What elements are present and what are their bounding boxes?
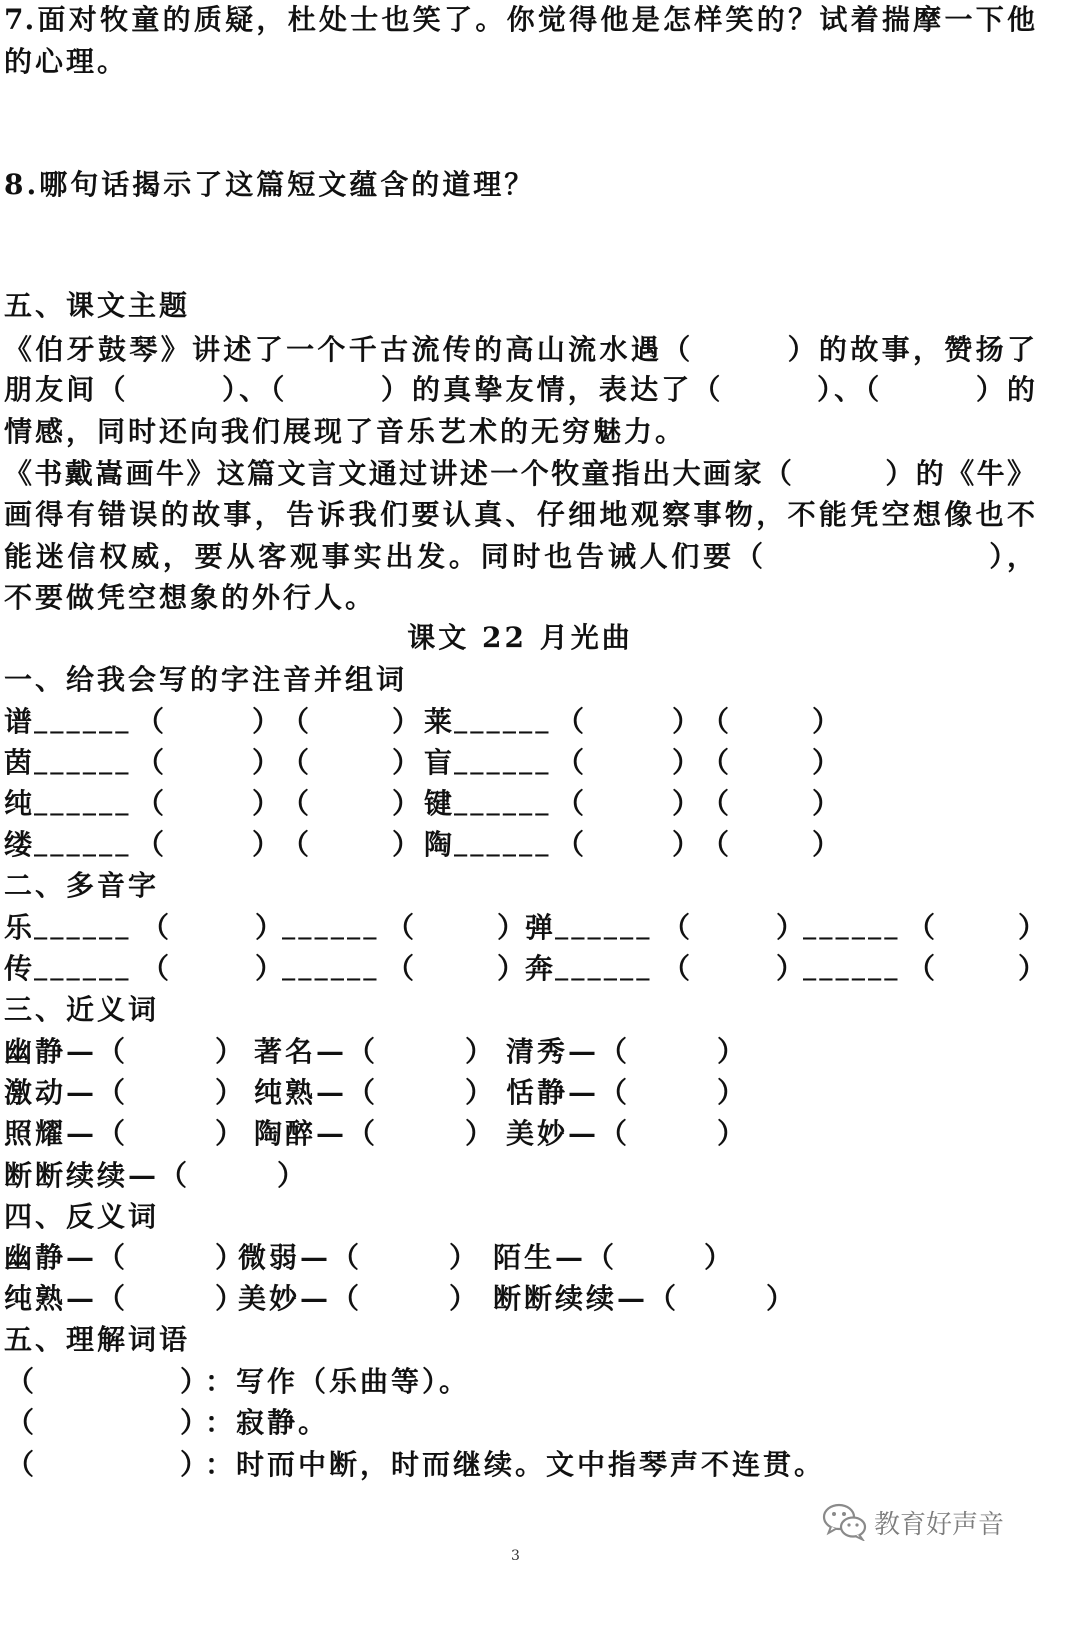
write-chars-row xyxy=(0,825,1080,865)
wechat-icon xyxy=(822,1503,868,1541)
paren-open: （ xyxy=(907,911,936,944)
polyphone-char: 弹 xyxy=(525,911,557,944)
answer-blank xyxy=(125,1142,215,1143)
definition-row xyxy=(0,1362,1080,1402)
paren-close: ） xyxy=(180,1448,209,1481)
paren-close: ） xyxy=(252,787,281,820)
pinyin-underline: ______ xyxy=(34,832,132,857)
polyphones-row xyxy=(0,908,1080,948)
synonym-item xyxy=(4,1114,243,1154)
answer-blank xyxy=(187,1184,277,1185)
synonym-word: 照耀— xyxy=(4,1117,98,1150)
write-chars-heading: 一、给我会写的字注音并组词 xyxy=(4,663,408,696)
paren-close: ） xyxy=(277,1159,306,1192)
write-chars-row xyxy=(0,702,1080,742)
paren-open: （ xyxy=(6,1365,35,1398)
antonym-item xyxy=(238,1279,477,1319)
definition-text: ：时而中断，时而继续。文中指琴声不连贯。 xyxy=(205,1448,826,1481)
target-char: 键 xyxy=(424,787,456,820)
pinyin-underline: ______ xyxy=(34,915,132,940)
paren-open: （ xyxy=(136,705,165,738)
watermark-text: 教育好声音 xyxy=(874,1509,1005,1540)
paren-close: ） xyxy=(215,1282,244,1315)
paren-close: ） xyxy=(252,705,281,738)
paren-open: （ xyxy=(331,1241,360,1274)
paren-close: ） xyxy=(215,1035,244,1068)
pinyin-underline: ______ xyxy=(454,750,552,775)
synonym-item xyxy=(506,1114,745,1154)
synonyms-heading: 三、近义词 xyxy=(4,993,160,1026)
paren-open: （ xyxy=(701,705,730,738)
pinyin-underline: ______ xyxy=(555,915,653,940)
paren-open: （ xyxy=(6,1448,35,1481)
synonyms-row xyxy=(0,1073,1080,1113)
pinyin-underline: ______ xyxy=(34,956,132,981)
paren-open: （ xyxy=(97,1282,126,1315)
paren-open: （ xyxy=(347,1035,376,1068)
paren-open: （ xyxy=(907,952,936,985)
paren-open: （ xyxy=(141,952,170,985)
answer-blank xyxy=(375,1060,465,1061)
antonyms-heading: 四、反义词 xyxy=(4,1200,160,1233)
polyphone-char: 奔 xyxy=(525,952,557,985)
paren-close: ） xyxy=(497,952,526,985)
target-char: 盲 xyxy=(424,746,456,779)
theme-line: 朋友间（ ）、（ ）的真挚友情，表达了（ ）、（ ）的 xyxy=(4,373,1036,406)
paren-open: （ xyxy=(662,911,691,944)
paren-open: （ xyxy=(347,1117,376,1150)
pinyin-underline: ______ xyxy=(803,956,901,981)
paren-close: ） xyxy=(215,1241,244,1274)
theme-line: 不要做凭空想象的外行人。 xyxy=(4,581,377,614)
paren-close: ） xyxy=(465,1035,494,1068)
paren-open: （ xyxy=(136,787,165,820)
polyphone-char: 乐 xyxy=(4,911,36,944)
target-char: 莱 xyxy=(424,705,456,738)
synonym-item xyxy=(254,1114,493,1154)
paren-close: ） xyxy=(465,1076,494,1109)
question-8: 8.哪句话揭示了这篇短文蕴含的道理？ xyxy=(4,168,536,201)
synonym-item xyxy=(254,1073,493,1113)
synonym-item xyxy=(506,1073,745,1113)
synonym-word: 幽静— xyxy=(4,1035,98,1068)
paren-open: （ xyxy=(281,828,310,861)
answer-blank xyxy=(627,1101,717,1102)
synonym-word: 陶醉— xyxy=(254,1117,348,1150)
synonym-item xyxy=(4,1073,243,1113)
write-chars-row xyxy=(0,784,1080,824)
paren-open: （ xyxy=(556,787,585,820)
paren-close: ） xyxy=(215,1117,244,1150)
paren-close: ） xyxy=(812,828,841,861)
theme-line: 《伯牙鼓琴》讲述了一个千古流传的高山流水遇（ ）的故事，赞扬了 xyxy=(4,333,1036,366)
write-chars-row xyxy=(0,743,1080,783)
paren-close: ） xyxy=(717,1035,746,1068)
paren-close: ） xyxy=(255,952,284,985)
synonym-word: 著名— xyxy=(254,1035,348,1068)
polyphones-row xyxy=(0,949,1080,989)
paren-open: （ xyxy=(586,1241,615,1274)
definition-text: ：写作（乐曲等）。 xyxy=(205,1365,471,1398)
answer-blank xyxy=(375,1101,465,1102)
antonym-word: 陌生— xyxy=(493,1241,587,1274)
answer-blank xyxy=(359,1307,449,1308)
pinyin-underline: ______ xyxy=(282,915,380,940)
paren-close: ） xyxy=(252,746,281,779)
paren-close: ） xyxy=(1018,952,1047,985)
pinyin-underline: ______ xyxy=(34,791,132,816)
answer-blank xyxy=(614,1266,704,1267)
synonyms-row xyxy=(0,1032,1080,1072)
synonym-item xyxy=(254,1032,493,1072)
target-char: 茵 xyxy=(4,746,36,779)
paren-open: （ xyxy=(599,1117,628,1150)
paren-open: （ xyxy=(281,705,310,738)
question-7-line-2: 的心理。 xyxy=(4,45,129,78)
pinyin-underline: ______ xyxy=(454,832,552,857)
antonym-item xyxy=(493,1279,794,1319)
answer-blank xyxy=(359,1266,449,1267)
target-char: 谱 xyxy=(4,705,36,738)
paren-close: ） xyxy=(255,911,284,944)
paren-open: （ xyxy=(97,1035,126,1068)
antonyms-row xyxy=(0,1279,1080,1319)
antonym-word: 断断续续— xyxy=(493,1282,649,1315)
theme-line: 画得有错误的故事，告诉我们要认真、仔细地观察事物，不能凭空想像也不 xyxy=(4,498,1036,531)
paren-close: ） xyxy=(392,828,421,861)
pinyin-underline: ______ xyxy=(34,750,132,775)
paren-open: （ xyxy=(556,705,585,738)
definition-text: ：寂静。 xyxy=(205,1406,330,1439)
pinyin-underline: ______ xyxy=(555,956,653,981)
paren-close: ） xyxy=(180,1365,209,1398)
answer-blank xyxy=(375,1142,465,1143)
antonym-word: 幽静— xyxy=(4,1241,98,1274)
paren-close: ） xyxy=(672,828,701,861)
synonyms-row xyxy=(0,1114,1080,1154)
paren-open: （ xyxy=(281,787,310,820)
antonym-word: 微弱— xyxy=(238,1241,332,1274)
paren-close: ） xyxy=(252,828,281,861)
definition-row xyxy=(0,1403,1080,1443)
synonym-word: 激动— xyxy=(4,1076,98,1109)
target-char: 纯 xyxy=(4,787,36,820)
synonym-item xyxy=(506,1032,745,1072)
antonym-item xyxy=(4,1279,243,1319)
pinyin-underline: ______ xyxy=(454,791,552,816)
paren-close: ） xyxy=(812,746,841,779)
lesson-title: 课文 22 月光曲 xyxy=(407,621,633,654)
antonym-word: 纯熟— xyxy=(4,1282,98,1315)
synonym-item xyxy=(4,1032,243,1072)
answer-blank xyxy=(676,1307,766,1308)
pinyin-underline: ______ xyxy=(454,709,552,734)
answer-blank xyxy=(125,1266,215,1267)
antonym-item xyxy=(493,1238,732,1278)
paren-open: （ xyxy=(136,746,165,779)
synonym-word: 纯熟— xyxy=(254,1076,348,1109)
antonyms-row xyxy=(0,1238,1080,1278)
definition-row xyxy=(0,1445,1080,1485)
paren-close: ） xyxy=(812,787,841,820)
paren-close: ） xyxy=(392,705,421,738)
paren-open: （ xyxy=(281,746,310,779)
target-char: 缕 xyxy=(4,828,36,861)
polyphone-char: 传 xyxy=(4,952,36,985)
paren-close: ） xyxy=(704,1241,733,1274)
paren-open: （ xyxy=(599,1035,628,1068)
paren-open: （ xyxy=(701,828,730,861)
theme-line: 《书戴嵩画牛》这篇文言文通过讲述一个牧童指出大画家（ ）的《牛》 xyxy=(4,457,1036,490)
pinyin-underline: ______ xyxy=(803,915,901,940)
paren-close: ） xyxy=(497,911,526,944)
answer-blank xyxy=(627,1142,717,1143)
paren-open: （ xyxy=(386,952,415,985)
paren-close: ） xyxy=(392,787,421,820)
definitions-heading: 五、理解词语 xyxy=(4,1323,191,1356)
paren-close: ） xyxy=(449,1282,478,1315)
paren-close: ） xyxy=(776,911,805,944)
paren-open: （ xyxy=(648,1282,677,1315)
paren-close: ） xyxy=(776,952,805,985)
paren-close: ） xyxy=(766,1282,795,1315)
paren-open: （ xyxy=(97,1076,126,1109)
paren-open: （ xyxy=(599,1076,628,1109)
paren-open: （ xyxy=(701,787,730,820)
polyphones-heading: 二、多音字 xyxy=(4,869,160,902)
synonym-word: 恬静— xyxy=(506,1076,600,1109)
paren-close: ） xyxy=(392,746,421,779)
synonyms-row xyxy=(0,1156,1080,1196)
antonym-word: 美妙— xyxy=(238,1282,332,1315)
antonym-item xyxy=(4,1238,243,1278)
paren-close: ） xyxy=(1018,911,1047,944)
synonym-item xyxy=(4,1156,305,1196)
paren-close: ） xyxy=(812,705,841,738)
paren-open: （ xyxy=(662,952,691,985)
page-number: 3 xyxy=(511,1548,520,1564)
paren-open: （ xyxy=(701,746,730,779)
paren-open: （ xyxy=(159,1159,188,1192)
paren-open: （ xyxy=(386,911,415,944)
paren-open: （ xyxy=(136,828,165,861)
answer-blank xyxy=(125,1060,215,1061)
pinyin-underline: ______ xyxy=(282,956,380,981)
theme-line: 情感，同时还向我们展现了音乐艺术的无穷魅力。 xyxy=(4,415,687,448)
paren-open: （ xyxy=(97,1241,126,1274)
paren-open: （ xyxy=(6,1406,35,1439)
paren-close: ） xyxy=(672,746,701,779)
paren-open: （ xyxy=(347,1076,376,1109)
paren-close: ） xyxy=(215,1076,244,1109)
answer-blank xyxy=(125,1307,215,1308)
watermark xyxy=(822,1500,1004,1544)
antonym-item xyxy=(238,1238,477,1278)
synonym-word: 美妙— xyxy=(506,1117,600,1150)
theme-line: 能迷信权威，要从客观事实出发。同时也告诫人们要（ ）， xyxy=(4,540,1036,573)
paren-close: ） xyxy=(672,787,701,820)
paren-close: ） xyxy=(449,1241,478,1274)
target-char: 陶 xyxy=(424,828,456,861)
question-7-line-1: 7.面对牧童的质疑，杜处士也笑了。你觉得他是怎样笑的？试着揣摩一下他 xyxy=(4,3,1036,36)
synonym-word: 清秀— xyxy=(506,1035,600,1068)
answer-blank xyxy=(125,1101,215,1102)
paren-open: （ xyxy=(141,911,170,944)
paren-open: （ xyxy=(556,828,585,861)
theme-heading: 五、课文主题 xyxy=(4,289,191,322)
paren-open: （ xyxy=(331,1282,360,1315)
paren-close: ） xyxy=(180,1406,209,1439)
paren-close: ） xyxy=(465,1117,494,1150)
paren-open: （ xyxy=(556,746,585,779)
paren-close: ） xyxy=(717,1117,746,1150)
answer-blank xyxy=(627,1060,717,1061)
pinyin-underline: ______ xyxy=(34,709,132,734)
paren-close: ） xyxy=(717,1076,746,1109)
paren-open: （ xyxy=(97,1117,126,1150)
synonym-word: 断断续续— xyxy=(4,1159,160,1192)
paren-close: ） xyxy=(672,705,701,738)
